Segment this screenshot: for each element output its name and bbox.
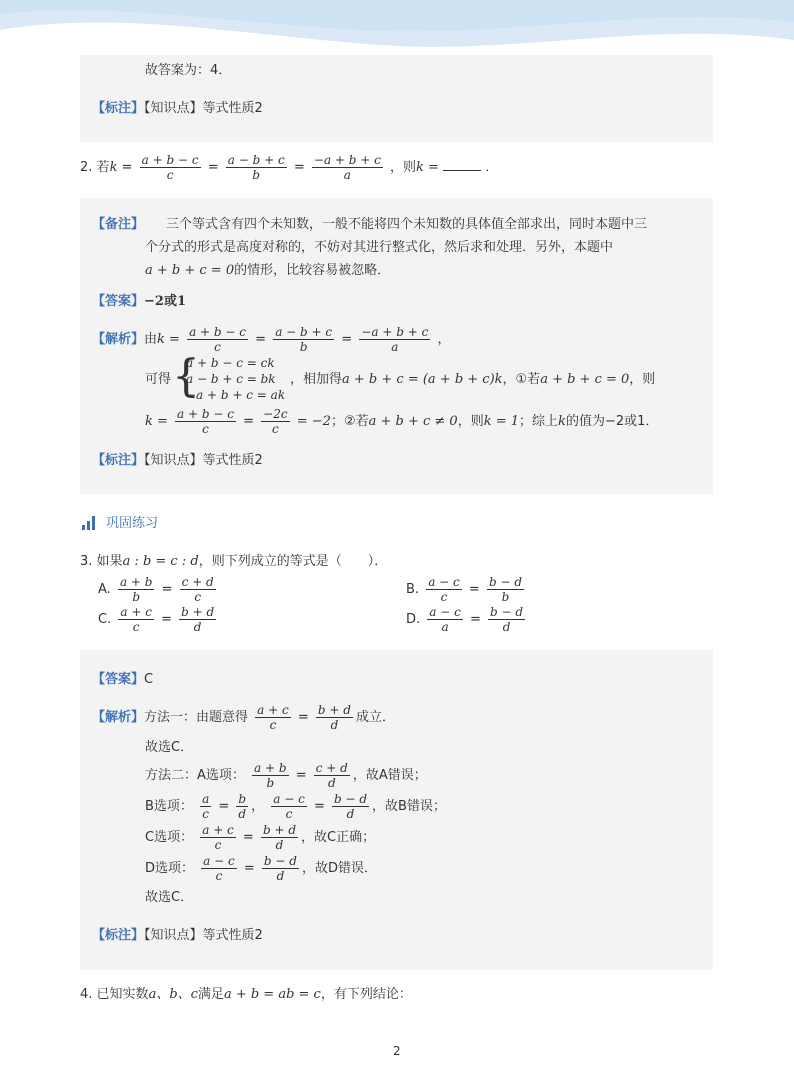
option-b[interactable]: B. $\frac{a - c}{c}$ = $\frac{b - d}{b}$ xyxy=(406,575,522,604)
fraction: $\frac{b + d}{d}$ xyxy=(317,703,351,732)
answer-blank xyxy=(443,158,481,171)
fraction: $\frac{a + b}{b}$ xyxy=(254,761,287,790)
q3-method1: 【解析】方法一：由题意得 $\frac{a + c}{c}$ = $\frac{b + d}{d}$ 成立． xyxy=(92,703,395,732)
fraction: $\frac{-a + b + c}{a}$ xyxy=(361,325,429,354)
fraction: $\frac{a - b + c}{b}$ xyxy=(275,325,333,354)
q2-analysis-line3: k = $\frac{a + b - c}{c}$ = $\frac{-2c}{c}$ = −2；②若a + b + c ≠ 0，则k = 1；综上k的值为−2或1． xyxy=(145,407,659,436)
option-a[interactable]: A. $\frac{a + b}{b}$ = $\frac{c + d}{c}$ xyxy=(98,575,214,604)
header-wave-decoration xyxy=(0,0,794,58)
fraction: $\frac{a + b - c}{c}$ xyxy=(177,407,234,436)
q3-method2-b: B选项： $\frac{a}{c}$ = $\frac{b}{d}$ ， $\frac{a - c}{c}$ = $\frac{b - d}{d}$ ，故B错误； xyxy=(145,792,446,821)
q2-note-line1: 【备注】 三个等式含有四个未知数，一般不能将四个未知数的具体值全部求出，同时本题中三 xyxy=(92,217,648,232)
fraction: $\frac{a}{c}$ xyxy=(202,792,210,821)
fraction: $\frac{a + c}{c}$ xyxy=(257,703,289,732)
fraction: $\frac{-2c}{c}$ xyxy=(263,407,288,436)
fraction: $\frac{-a + b + c}{a}$ xyxy=(313,153,381,182)
equation-system: a + b − c = ck a − b + c = bk −a + b + c = ak xyxy=(186,356,286,402)
fraction: $\frac{a - c}{c}$ xyxy=(203,854,235,883)
fraction: $\frac{b - d}{d}$ xyxy=(334,792,368,821)
system-brace: { xyxy=(172,351,200,402)
fraction: $\frac{a + b}{b}$ xyxy=(119,575,153,604)
q2-keyi-label: 可得 xyxy=(145,372,172,387)
tag-label: 【标注】 xyxy=(92,101,145,116)
q3-stem: 3. 如果a : b = c : d，则下列成立的等式是（ ）． xyxy=(80,554,388,569)
q2-answer-row: 【答案】−2或1 xyxy=(92,294,186,309)
fraction: $\frac{b + d}{d}$ xyxy=(262,823,297,852)
q2-analysis-line1: 【解析】由k = $\frac{a + b - c}{c}$ = $\frac{a - b + c}{b}$ = $\frac{-a + b + c}{a}$ ， xyxy=(92,325,451,354)
fraction: $\frac{c + d}{c}$ xyxy=(181,575,214,604)
bar-chart-icon xyxy=(82,516,98,530)
fraction: $\frac{b - d}{b}$ xyxy=(488,575,522,604)
fraction: $\frac{c + d}{d}$ xyxy=(315,761,348,790)
option-d[interactable]: D. $\frac{a - c}{a}$ = $\frac{b - d}{d}$ xyxy=(406,605,524,634)
fraction: $\frac{a + b - c}{c}$ xyxy=(189,325,247,354)
q3-method2-d: D选项： $\frac{a - c}{c}$ = $\frac{b - d}{d}$ ，故D错误． xyxy=(145,854,377,883)
question-number: 2. xyxy=(80,160,93,175)
fraction: $\frac{a - b + c}{b}$ xyxy=(227,153,285,182)
q2-stem: 2. 若k = $\frac{a + b - c}{c}$ = $\frac{a - b + c}{b}$ = $\frac{-a + b + c}{a}$ ，则k = ． xyxy=(80,153,499,182)
q2-note-line3: a + b + c = 0的情形，比较容易被忽略． xyxy=(145,263,391,278)
fraction: $\frac{b + d}{d}$ xyxy=(181,605,215,634)
fraction: $\frac{a - c}{c}$ xyxy=(273,792,305,821)
q1-answer-line: 故答案为：4． xyxy=(145,63,232,78)
tag-value: 【知识点】等式性质2 xyxy=(144,101,263,116)
fraction: $\frac{a + c}{c}$ xyxy=(202,823,234,852)
q3-tag-row: 【标注】【知识点】等式性质2 xyxy=(92,928,263,943)
q3-answer-row: 【答案】C xyxy=(92,672,154,687)
q4-stem: 4. 已知实数a、b、c满足a + b = ab = c，有下列结论： xyxy=(80,987,412,1002)
question-number: 3. xyxy=(80,554,93,569)
fraction: $\frac{a + b - c}{c}$ xyxy=(141,153,199,182)
q2-note-line2: 个分式的形式是高度对称的，不妨对其进行整式化，然后求和处理．另外，本题中 xyxy=(145,240,614,255)
fraction: $\frac{b - d}{d}$ xyxy=(490,605,524,634)
q3-method1-conclusion: 故选C． xyxy=(145,740,194,755)
fraction: $\frac{a - c}{a}$ xyxy=(429,605,461,634)
q3-method2-conclusion: 故选C． xyxy=(145,890,194,905)
page-number: 2 xyxy=(393,1044,401,1058)
fraction: $\frac{b - d}{d}$ xyxy=(263,854,297,883)
q2-sum-line: ，相加得a + b + c = (a + b + c)k，①若a + b + c = 0，则 xyxy=(290,372,656,387)
fraction: $\frac{a + c}{c}$ xyxy=(120,605,152,634)
q3-method2-c: C选项： $\frac{a + c}{c}$ = $\frac{b + d}{d}$ ，故C正确； xyxy=(145,823,376,852)
question-number: 4. xyxy=(80,987,93,1002)
q3-method2-a: 方法二：A选项： $\frac{a + b}{b}$ = $\frac{c + d}{d}$ ，故A错误； xyxy=(145,761,427,790)
option-c[interactable]: C. $\frac{a + c}{c}$ = $\frac{b + d}{d}$ xyxy=(98,605,215,634)
q2-tag-row: 【标注】【知识点】等式性质2 xyxy=(92,453,263,468)
fraction: $\frac{a - c}{c}$ xyxy=(428,575,460,604)
fraction: $\frac{b}{d}$ xyxy=(238,792,247,821)
section-title: 巩固练习 xyxy=(106,516,159,531)
q1-tag-row xyxy=(92,100,263,118)
